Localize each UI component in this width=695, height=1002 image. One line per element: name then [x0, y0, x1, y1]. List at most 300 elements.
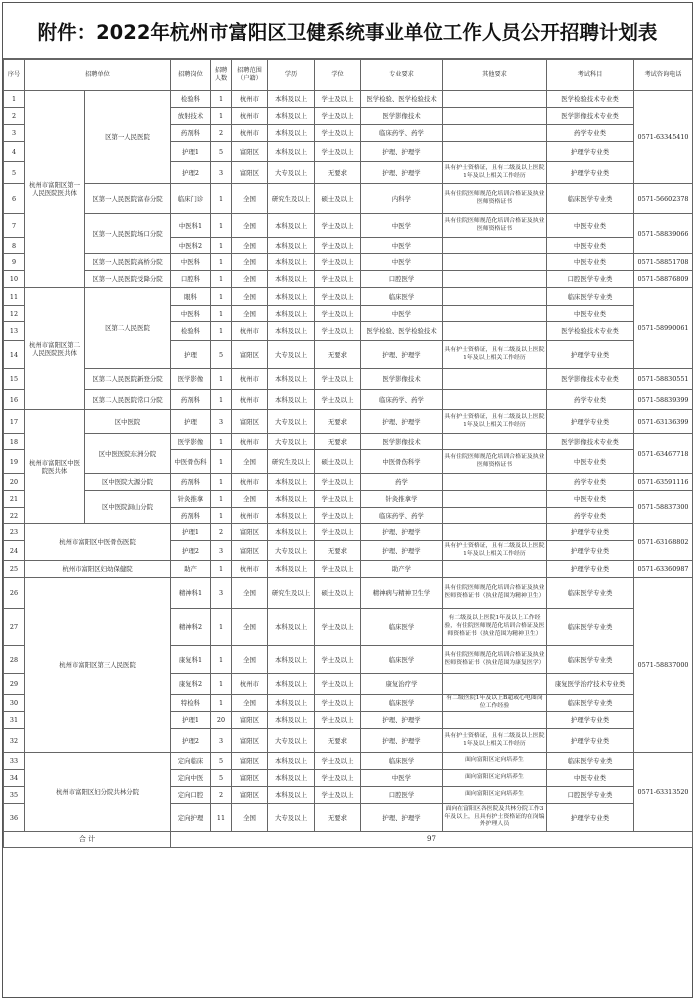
row-number-cell: 19 — [4, 450, 25, 474]
major-cell: 护理、护理学 — [361, 729, 443, 753]
other-requirements-cell — [443, 524, 547, 541]
major-cell: 中医骨伤科学 — [361, 450, 443, 474]
major-cell: 医学影像技术 — [361, 369, 443, 390]
education-cell: 本科及以上 — [268, 125, 315, 142]
position-cell: 护理2 — [171, 162, 211, 184]
scope-cell: 富阳区 — [232, 541, 268, 561]
degree-cell: 学士及以上 — [315, 787, 361, 804]
other-requirements-cell: 具有护士资格证，且有二级及以上医院1年及以上相关工作经历 — [443, 341, 547, 369]
position-cell: 中医科2 — [171, 238, 211, 254]
exam-subject-cell: 护理学专业类 — [547, 142, 634, 162]
degree-cell: 学士及以上 — [315, 712, 361, 729]
phone-cell: 0571-63591116 — [634, 474, 693, 491]
exam-subject-cell: 口腔医学专业类 — [547, 271, 634, 288]
degree-cell: 学士及以上 — [315, 125, 361, 142]
subunit-cell: 区中医院 — [85, 410, 171, 434]
row-number-cell: 27 — [4, 609, 25, 646]
count-cell: 1 — [211, 288, 232, 306]
education-cell: 本科及以上 — [268, 142, 315, 162]
count-cell: 3 — [211, 162, 232, 184]
table-row — [4, 561, 693, 578]
position-cell: 护理2 — [171, 541, 211, 561]
education-cell: 本科及以上 — [268, 787, 315, 804]
major-cell: 临床药学、药学 — [361, 390, 443, 410]
other-requirements-cell — [443, 561, 547, 578]
table-row — [4, 369, 693, 390]
group-unit-cell: 杭州市富阳区第一人民医院医共体 — [25, 91, 85, 288]
phone-cell: 0571-58876809 — [634, 271, 693, 288]
education-cell: 本科及以上 — [268, 508, 315, 524]
scope-cell: 全国 — [232, 695, 268, 712]
exam-subject-cell: 临床医学专业类 — [547, 578, 634, 609]
scope-cell: 杭州市 — [232, 508, 268, 524]
scope-cell: 杭州市 — [232, 561, 268, 578]
row-number-cell: 31 — [4, 712, 25, 729]
education-cell: 本科及以上 — [268, 695, 315, 712]
header-position: 招聘岗位 — [171, 60, 211, 91]
degree-cell: 学士及以上 — [315, 508, 361, 524]
count-cell: 1 — [211, 450, 232, 474]
count-cell: 3 — [211, 541, 232, 561]
position-cell: 助产 — [171, 561, 211, 578]
exam-subject-cell: 护理学专业类 — [547, 804, 634, 832]
other-requirements-cell: 面向富阳区定向培养生 — [443, 787, 547, 804]
header-scope: 招聘范围（户籍） — [232, 60, 268, 91]
exam-subject-cell: 药学专业类 — [547, 508, 634, 524]
education-cell: 本科及以上 — [268, 712, 315, 729]
other-requirements-cell — [443, 712, 547, 729]
education-cell: 研究生及以上 — [268, 578, 315, 609]
row-number-cell: 22 — [4, 508, 25, 524]
row-number-cell: 21 — [4, 491, 25, 508]
row-number-cell: 33 — [4, 753, 25, 770]
major-cell: 护理、护理学 — [361, 341, 443, 369]
exam-subject-cell: 医学检验技术专业类 — [547, 322, 634, 341]
degree-cell: 学士及以上 — [315, 524, 361, 541]
table-row — [4, 753, 693, 770]
degree-cell: 无要求 — [315, 541, 361, 561]
major-cell: 康复治疗学 — [361, 674, 443, 695]
count-cell: 3 — [211, 729, 232, 753]
scope-cell: 富阳区 — [232, 712, 268, 729]
major-cell: 口腔医学 — [361, 787, 443, 804]
phone-cell: 0571-58990061 — [634, 288, 693, 369]
count-cell: 1 — [211, 609, 232, 646]
position-cell: 护理2 — [171, 729, 211, 753]
other-requirements-cell — [443, 125, 547, 142]
group-unit-cell: 杭州市富阳区第二人民医院医共体 — [25, 288, 85, 410]
count-cell: 11 — [211, 804, 232, 832]
other-requirements-cell — [443, 288, 547, 306]
other-requirements-cell: 具有住院医师规范化培训合格证及执业医师资格证书 — [443, 450, 547, 474]
header-exam: 考试科目 — [547, 60, 634, 91]
phone-cell: 0571-63345410 — [634, 91, 693, 184]
scope-cell: 杭州市 — [232, 369, 268, 390]
count-cell: 5 — [211, 770, 232, 787]
phone-cell: 0571-63360987 — [634, 561, 693, 578]
degree-cell: 学士及以上 — [315, 271, 361, 288]
count-cell: 5 — [211, 341, 232, 369]
header-other: 其他要求 — [443, 60, 547, 91]
exam-subject-cell: 医学影像技术专业类 — [547, 434, 634, 450]
major-cell: 临床医学 — [361, 646, 443, 674]
row-number-cell: 6 — [4, 184, 25, 214]
exam-subject-cell: 临床医学专业类 — [547, 609, 634, 646]
table-row — [4, 524, 693, 541]
table-header-row — [4, 60, 693, 91]
major-cell: 护理、护理学 — [361, 804, 443, 832]
education-cell: 大专及以上 — [268, 541, 315, 561]
count-cell: 1 — [211, 108, 232, 125]
phone-cell: 0571-63467718 — [634, 434, 693, 474]
exam-subject-cell: 临床医学专业类 — [547, 753, 634, 770]
major-cell: 中医学 — [361, 214, 443, 238]
subunit-cell: 区第二人民医院常口分院 — [85, 390, 171, 410]
education-cell: 本科及以上 — [268, 369, 315, 390]
total-value-cell: 97 — [171, 832, 693, 848]
count-cell: 1 — [211, 306, 232, 322]
major-cell: 护理、护理学 — [361, 712, 443, 729]
count-cell: 1 — [211, 322, 232, 341]
header-phone: 考试咨询电话 — [634, 60, 693, 91]
row-number-cell: 7 — [4, 214, 25, 238]
major-cell: 临床医学 — [361, 695, 443, 712]
other-requirements-cell: 具有护士资格证，且有二级及以上医院1年及以上相关工作经历 — [443, 162, 547, 184]
major-cell: 中医学 — [361, 254, 443, 271]
recruitment-table-wrap — [3, 59, 692, 848]
education-cell: 本科及以上 — [268, 288, 315, 306]
education-cell: 研究生及以上 — [268, 450, 315, 474]
exam-subject-cell: 医学影像技术专业类 — [547, 108, 634, 125]
document-title: 附件：2022年杭州市富阳区卫健系统事业单位工作人员公开招聘计划表 — [3, 3, 692, 59]
position-cell: 药剂科 — [171, 390, 211, 410]
degree-cell: 学士及以上 — [315, 646, 361, 674]
position-cell: 中医骨伤科 — [171, 450, 211, 474]
count-cell: 1 — [211, 674, 232, 695]
position-cell: 定向护理 — [171, 804, 211, 832]
position-cell: 眼科 — [171, 288, 211, 306]
row-number-cell: 16 — [4, 390, 25, 410]
count-cell: 5 — [211, 142, 232, 162]
header-major: 专业要求 — [361, 60, 443, 91]
other-requirements-cell — [443, 142, 547, 162]
phone-cell: 0571-63168802 — [634, 524, 693, 561]
count-cell: 1 — [211, 214, 232, 238]
row-number-cell: 13 — [4, 322, 25, 341]
exam-subject-cell: 康复医学治疗技术专业类 — [547, 674, 634, 695]
degree-cell: 学士及以上 — [315, 288, 361, 306]
scope-cell: 全国 — [232, 288, 268, 306]
scope-cell: 富阳区 — [232, 753, 268, 770]
subunit-cell: 区中医院洞山分院 — [85, 491, 171, 524]
table-row — [4, 434, 693, 450]
exam-subject-cell: 中医专业类 — [547, 306, 634, 322]
position-cell: 医学影像 — [171, 369, 211, 390]
scope-cell: 杭州市 — [232, 322, 268, 341]
scope-cell: 全国 — [232, 804, 268, 832]
education-cell: 大专及以上 — [268, 804, 315, 832]
education-cell: 大专及以上 — [268, 410, 315, 434]
major-cell: 临床药学、药学 — [361, 508, 443, 524]
phone-cell: 0571-56602378 — [634, 184, 693, 214]
position-cell: 定向中医 — [171, 770, 211, 787]
position-cell: 中医科 — [171, 254, 211, 271]
row-number-cell: 20 — [4, 474, 25, 491]
exam-subject-cell: 中医专业类 — [547, 214, 634, 238]
major-cell: 护理、护理学 — [361, 541, 443, 561]
row-number-cell: 35 — [4, 787, 25, 804]
scope-cell: 全国 — [232, 646, 268, 674]
recruitment-table — [3, 59, 693, 848]
scope-cell: 全国 — [232, 238, 268, 254]
education-cell: 大专及以上 — [268, 434, 315, 450]
table-row — [4, 214, 693, 238]
table-row — [4, 184, 693, 214]
position-cell: 中医科 — [171, 306, 211, 322]
major-cell: 护理、护理学 — [361, 162, 443, 184]
education-cell: 大专及以上 — [268, 341, 315, 369]
scope-cell: 全国 — [232, 184, 268, 214]
subunit-cell: 区第一人民医院 — [85, 91, 171, 184]
count-cell: 1 — [211, 184, 232, 214]
phone-cell: 0571-58839066 — [634, 214, 693, 254]
major-cell: 医学检验、医学检验技术 — [361, 322, 443, 341]
major-cell: 医学检验、医学检验技术 — [361, 91, 443, 108]
position-cell: 检验科 — [171, 322, 211, 341]
education-cell: 本科及以上 — [268, 646, 315, 674]
exam-subject-cell: 医学影像技术专业类 — [547, 369, 634, 390]
degree-cell: 学士及以上 — [315, 254, 361, 271]
scope-cell: 杭州市 — [232, 91, 268, 108]
phone-cell: 0571-63136399 — [634, 410, 693, 434]
count-cell: 2 — [211, 524, 232, 541]
header-seq: 序号 — [4, 60, 25, 91]
education-cell: 本科及以上 — [268, 238, 315, 254]
major-cell: 精神病与精神卫生学 — [361, 578, 443, 609]
count-cell: 1 — [211, 474, 232, 491]
row-number-cell: 30 — [4, 695, 25, 712]
table-row — [4, 578, 693, 609]
major-cell: 口腔医学 — [361, 271, 443, 288]
education-cell: 本科及以上 — [268, 322, 315, 341]
row-number-cell: 34 — [4, 770, 25, 787]
position-cell: 护理1 — [171, 142, 211, 162]
major-cell: 助产学 — [361, 561, 443, 578]
header-edu: 学历 — [268, 60, 315, 91]
unit-cell: 杭州市富阳区第三人民医院 — [25, 578, 171, 753]
subunit-cell: 区第一人民医院富春分院 — [85, 184, 171, 214]
other-requirements-cell — [443, 390, 547, 410]
position-cell: 定向口腔 — [171, 787, 211, 804]
count-cell: 2 — [211, 787, 232, 804]
major-cell: 临床医学 — [361, 753, 443, 770]
degree-cell: 学士及以上 — [315, 238, 361, 254]
count-cell: 1 — [211, 91, 232, 108]
exam-subject-cell: 护理学专业类 — [547, 712, 634, 729]
other-requirements-cell — [443, 434, 547, 450]
degree-cell: 学士及以上 — [315, 609, 361, 646]
major-cell: 中医学 — [361, 770, 443, 787]
position-cell: 药剂科 — [171, 125, 211, 142]
degree-cell: 学士及以上 — [315, 753, 361, 770]
other-requirements-cell: 具有护士资格证，且有二级及以上医院1年及以上相关工作经历 — [443, 410, 547, 434]
count-cell: 1 — [211, 646, 232, 674]
subunit-cell: 区第二人民医院 — [85, 288, 171, 369]
degree-cell: 硕士及以上 — [315, 184, 361, 214]
phone-cell: 0571-58851708 — [634, 254, 693, 271]
position-cell: 检验科 — [171, 91, 211, 108]
count-cell: 1 — [211, 508, 232, 524]
degree-cell: 学士及以上 — [315, 491, 361, 508]
scope-cell: 富阳区 — [232, 770, 268, 787]
major-cell: 临床医学 — [361, 288, 443, 306]
row-number-cell: 17 — [4, 410, 25, 434]
other-requirements-cell: 具有护士资格证，且有二级及以上医院1年及以上相关工作经历 — [443, 541, 547, 561]
count-cell: 3 — [211, 410, 232, 434]
other-requirements-cell — [443, 91, 547, 108]
other-requirements-cell — [443, 369, 547, 390]
row-number-cell: 8 — [4, 238, 25, 254]
education-cell: 本科及以上 — [268, 306, 315, 322]
row-number-cell: 4 — [4, 142, 25, 162]
position-cell: 药剂科 — [171, 508, 211, 524]
degree-cell: 学士及以上 — [315, 369, 361, 390]
other-requirements-cell — [443, 674, 547, 695]
scope-cell: 全国 — [232, 254, 268, 271]
major-cell: 护理、护理学 — [361, 524, 443, 541]
count-cell: 1 — [211, 695, 232, 712]
exam-subject-cell: 中医专业类 — [547, 450, 634, 474]
scope-cell: 杭州市 — [232, 390, 268, 410]
scope-cell: 富阳区 — [232, 162, 268, 184]
degree-cell: 学士及以上 — [315, 474, 361, 491]
row-number-cell: 18 — [4, 434, 25, 450]
position-cell: 口腔科 — [171, 271, 211, 288]
row-number-cell: 24 — [4, 541, 25, 561]
position-cell: 精神科1 — [171, 578, 211, 609]
degree-cell: 学士及以上 — [315, 306, 361, 322]
education-cell: 本科及以上 — [268, 91, 315, 108]
scope-cell: 全国 — [232, 271, 268, 288]
degree-cell: 学士及以上 — [315, 108, 361, 125]
row-number-cell: 29 — [4, 674, 25, 695]
major-cell: 护理、护理学 — [361, 410, 443, 434]
scope-cell: 全国 — [232, 491, 268, 508]
exam-subject-cell: 护理学专业类 — [547, 561, 634, 578]
degree-cell: 学士及以上 — [315, 214, 361, 238]
exam-subject-cell: 医学检验技术专业类 — [547, 91, 634, 108]
position-cell: 康复科2 — [171, 674, 211, 695]
other-requirements-cell: 面向富阳区定向培养生 — [443, 753, 547, 770]
scope-cell: 富阳区 — [232, 524, 268, 541]
other-requirements-cell: 面向在富阳区各医院及共林分院工作3年及以上，且具有护士资格证的在岗编外护理人员 — [443, 804, 547, 832]
row-number-cell: 23 — [4, 524, 25, 541]
position-cell: 针灸推拿 — [171, 491, 211, 508]
exam-subject-cell: 药学专业类 — [547, 474, 634, 491]
exam-subject-cell: 临床医学专业类 — [547, 184, 634, 214]
position-cell: 康复科1 — [171, 646, 211, 674]
education-cell: 本科及以上 — [268, 214, 315, 238]
education-cell: 本科及以上 — [268, 271, 315, 288]
row-number-cell: 28 — [4, 646, 25, 674]
count-cell: 1 — [211, 561, 232, 578]
count-cell: 5 — [211, 753, 232, 770]
degree-cell: 学士及以上 — [315, 91, 361, 108]
count-cell: 1 — [211, 254, 232, 271]
exam-subject-cell: 中医专业类 — [547, 491, 634, 508]
subunit-cell: 区第二人民医院新登分院 — [85, 369, 171, 390]
table-row — [4, 390, 693, 410]
major-cell: 针灸推拿学 — [361, 491, 443, 508]
degree-cell: 学士及以上 — [315, 142, 361, 162]
row-number-cell: 5 — [4, 162, 25, 184]
scope-cell: 富阳区 — [232, 729, 268, 753]
row-number-cell: 1 — [4, 91, 25, 108]
other-requirements-cell: 具有护士资格证，且有二级及以上医院1年及以上相关工作经历 — [443, 729, 547, 753]
other-requirements-cell — [443, 491, 547, 508]
education-cell: 本科及以上 — [268, 108, 315, 125]
education-cell: 本科及以上 — [268, 609, 315, 646]
exam-subject-cell: 药学专业类 — [547, 390, 634, 410]
header-unit: 招聘单位 — [25, 60, 171, 91]
scope-cell: 杭州市 — [232, 674, 268, 695]
other-requirements-cell: 具有住院医师规范化培训合格证及执业医师资格证书（执业范围为精神卫生） — [443, 578, 547, 609]
other-requirements-cell: 具有住院医师规范化培训合格证及执业医师资格证书 — [443, 214, 547, 238]
count-cell: 1 — [211, 390, 232, 410]
education-cell: 本科及以上 — [268, 770, 315, 787]
table-row — [4, 254, 693, 271]
other-requirements-cell — [443, 508, 547, 524]
header-count: 招聘人数 — [211, 60, 232, 91]
other-requirements-cell — [443, 271, 547, 288]
subunit-cell: 区第一人民医院受降分院 — [85, 271, 171, 288]
education-cell: 大专及以上 — [268, 729, 315, 753]
row-number-cell: 25 — [4, 561, 25, 578]
degree-cell: 硕士及以上 — [315, 450, 361, 474]
scope-cell: 全国 — [232, 450, 268, 474]
exam-subject-cell: 临床医学专业类 — [547, 695, 634, 712]
table-row — [4, 474, 693, 491]
education-cell: 本科及以上 — [268, 753, 315, 770]
degree-cell: 无要求 — [315, 804, 361, 832]
degree-cell: 无要求 — [315, 341, 361, 369]
table-row — [4, 91, 693, 108]
header-degree: 学位 — [315, 60, 361, 91]
phone-cell: 0571-58839399 — [634, 390, 693, 410]
other-requirements-cell: 有二级医院1年及以上B超或心电图岗位工作经验 — [443, 695, 547, 712]
exam-subject-cell: 护理学专业类 — [547, 410, 634, 434]
exam-subject-cell: 中医专业类 — [547, 770, 634, 787]
exam-subject-cell: 口腔医学专业类 — [547, 787, 634, 804]
table-row — [4, 271, 693, 288]
subunit-cell: 区中医医院东洲分院 — [85, 434, 171, 474]
position-cell: 护理 — [171, 410, 211, 434]
phone-cell: 0571-58837300 — [634, 491, 693, 524]
scope-cell: 富阳区 — [232, 787, 268, 804]
count-cell: 1 — [211, 238, 232, 254]
other-requirements-cell — [443, 306, 547, 322]
count-cell: 20 — [211, 712, 232, 729]
scope-cell: 杭州市 — [232, 125, 268, 142]
count-cell: 1 — [211, 491, 232, 508]
other-requirements-cell: 具有住院医师规范化培训合格证及执业医师资格证书 — [443, 184, 547, 214]
degree-cell: 无要求 — [315, 434, 361, 450]
exam-subject-cell: 护理学专业类 — [547, 341, 634, 369]
unit-cell: 杭州市富阳区妇幼保健院 — [25, 561, 171, 578]
unit-cell: 杭州市富阳区中医骨伤医院 — [25, 524, 171, 561]
row-number-cell: 11 — [4, 288, 25, 306]
position-cell: 医学影像 — [171, 434, 211, 450]
